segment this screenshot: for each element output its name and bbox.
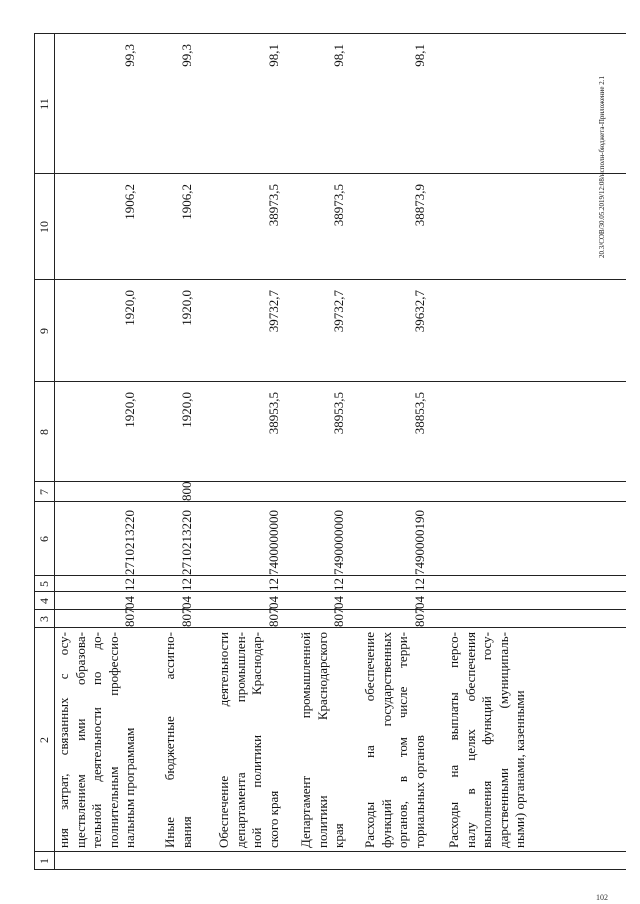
column-rule xyxy=(34,851,626,852)
value-c9: 1920,0 xyxy=(178,290,194,326)
row-description xyxy=(216,632,282,848)
column-rule xyxy=(34,627,626,628)
description-line: полнительным профессио- xyxy=(105,632,121,848)
column-header: 2 xyxy=(37,737,51,743)
code-c4: 04 xyxy=(411,596,427,609)
code-c4: 04 xyxy=(122,596,137,609)
description-line: Расходы на выплаты персо- xyxy=(446,632,461,848)
column-header: 4 xyxy=(37,598,51,604)
header-bottom-rule xyxy=(54,34,55,870)
header-top-rule xyxy=(34,34,35,870)
value-c11: 99,3 xyxy=(178,44,194,67)
code-c4: 04 xyxy=(331,596,346,609)
code-c5: 12 xyxy=(411,578,427,591)
value-c9: 39632,7 xyxy=(411,290,427,333)
description-line: нальным программам xyxy=(122,727,137,848)
row-description xyxy=(56,632,139,848)
column-rule xyxy=(34,501,626,502)
column-rule xyxy=(34,575,626,576)
code-c5: 12 xyxy=(331,578,346,591)
value-c10: 38973,5 xyxy=(265,184,281,227)
code-c6: 2710213220 xyxy=(178,510,194,575)
code-c4: 04 xyxy=(265,596,281,609)
column-header: 6 xyxy=(37,536,51,542)
description-line: функций государственных xyxy=(378,632,394,848)
budget-table xyxy=(34,34,624,870)
code-c3: 807 xyxy=(411,607,427,627)
column-rule xyxy=(34,33,626,34)
description-line: дарственными (муниципаль- xyxy=(495,632,511,848)
value-c10: 38973,5 xyxy=(331,184,346,227)
description-line: Иные бюджетные ассигно- xyxy=(162,632,177,848)
code-c5: 12 xyxy=(178,578,194,591)
column-header: 5 xyxy=(37,581,51,587)
description-line: ния затрат, связанных с осу- xyxy=(56,632,71,848)
value-c8: 38953,5 xyxy=(265,392,281,435)
description-line: края xyxy=(331,823,346,848)
value-c8: 1920,0 xyxy=(122,392,137,428)
code-c5: 12 xyxy=(122,578,137,591)
description-line: тельной деятельности по до- xyxy=(89,632,104,848)
footer-path: 20.3/СОВ/30.05.2019/12:08/исполн-бюджета-Приложение 2.1 xyxy=(598,76,606,258)
description-line: ского края xyxy=(265,790,281,848)
value-c8: 38853,5 xyxy=(411,392,427,435)
value-c10: 1906,2 xyxy=(178,184,194,220)
value-c8: 1920,0 xyxy=(178,392,194,428)
column-header: 3 xyxy=(37,616,51,622)
column-rule xyxy=(34,591,626,592)
column-header: 7 xyxy=(37,489,51,495)
code-c3: 807 xyxy=(178,607,194,627)
description-line: ными) органами, казенными xyxy=(512,690,527,848)
row-description xyxy=(446,632,529,848)
description-line: выполнения функций госу- xyxy=(479,632,494,848)
description-line: вания xyxy=(178,816,194,848)
value-c10: 1906,2 xyxy=(122,184,137,220)
value-c11: 99,3 xyxy=(122,44,137,67)
code-c3: 807 xyxy=(331,607,346,627)
code-c7: 800 xyxy=(178,481,194,501)
code-c6: 2710213220 xyxy=(122,510,137,575)
value-c11: 98,1 xyxy=(265,44,281,67)
description-line: Расходы на обеспечение xyxy=(362,632,377,848)
column-rule xyxy=(34,869,626,870)
column-header: 11 xyxy=(37,98,51,110)
value-c9: 39732,7 xyxy=(331,290,346,333)
description-line: департамента промышлен- xyxy=(232,632,248,848)
rotated-page xyxy=(34,34,624,870)
code-c5: 12 xyxy=(265,578,281,591)
row-description xyxy=(298,632,348,848)
corner-page-mark: 102 xyxy=(596,893,608,902)
row-description xyxy=(362,632,428,848)
description-line: политики Краснодарского xyxy=(314,632,330,848)
column-header: 9 xyxy=(37,328,51,334)
column-header: 8 xyxy=(37,429,51,435)
value-c11: 98,1 xyxy=(411,44,427,67)
code-c6: 7490000000 xyxy=(331,510,346,575)
value-c10: 38873,9 xyxy=(411,184,427,227)
code-c3: 807 xyxy=(265,607,281,627)
code-c4: 04 xyxy=(178,596,194,609)
value-c8: 38953,5 xyxy=(331,392,346,435)
value-c9: 1920,0 xyxy=(122,290,137,326)
code-c6: 7490000190 xyxy=(411,510,427,575)
row-description xyxy=(162,632,195,848)
column-header: 1 xyxy=(37,858,51,864)
code-c6: 7400000000 xyxy=(265,510,281,575)
value-c11: 98,1 xyxy=(331,44,346,67)
description-line: Обеспечение деятельности xyxy=(216,632,231,848)
value-c9: 39732,7 xyxy=(265,290,281,333)
description-line: ществлением ими образова- xyxy=(72,632,88,848)
description-line: налу в целях обеспечения xyxy=(462,632,478,848)
description-line: ной политики Краснодар- xyxy=(249,632,264,848)
column-header: 10 xyxy=(37,221,51,233)
description-line: Департамент промышленной xyxy=(298,632,313,848)
description-line: ториальных органов xyxy=(411,735,427,848)
description-line: органов, в том числе терри- xyxy=(395,632,410,848)
code-c3: 807 xyxy=(122,607,137,627)
